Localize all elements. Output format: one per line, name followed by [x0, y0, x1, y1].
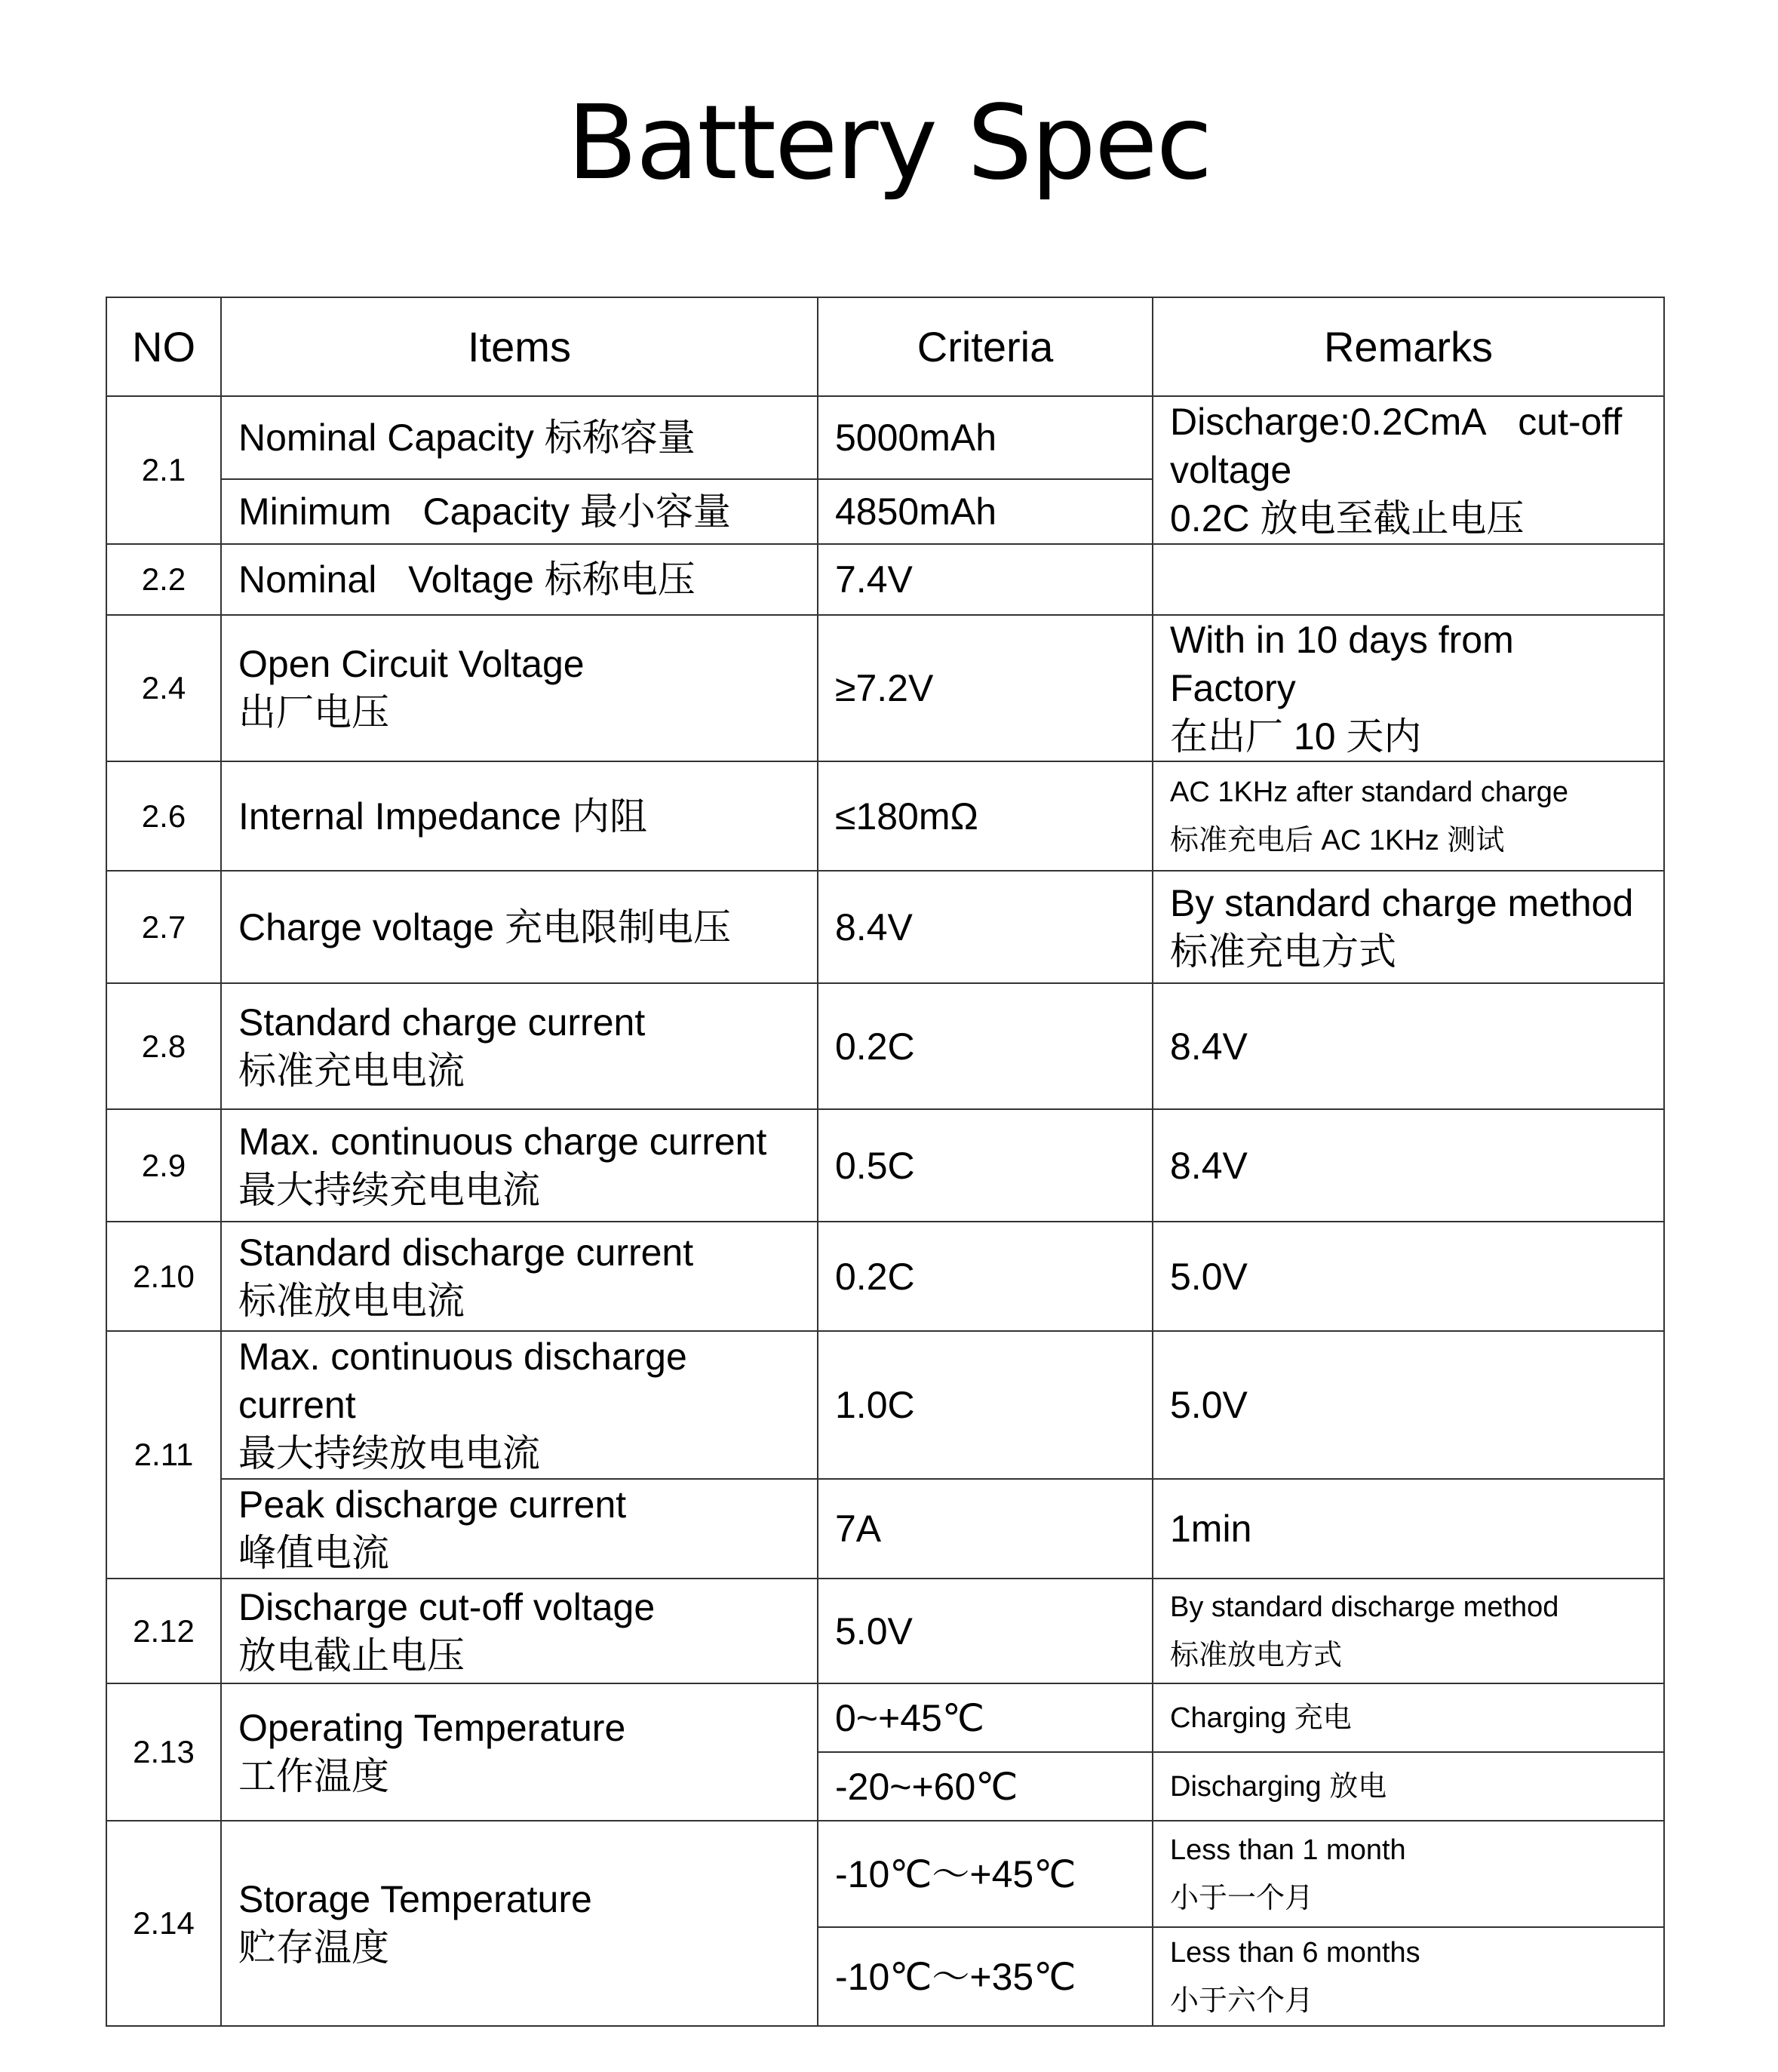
item-line: Discharge cut-off voltage: [238, 1585, 656, 1628]
item-cell: Minimum Capacity 最小容量: [221, 479, 818, 544]
item-line: 标准充电电流: [238, 1049, 465, 1092]
item-line: 最大持续充电电流: [238, 1168, 540, 1211]
remark-line: 小于六个月: [1170, 1984, 1314, 2017]
table-row: [106, 1683, 1664, 1752]
item-cell: Charge voltage 充电限制电压: [221, 871, 818, 983]
item-line: Standard charge current: [238, 1001, 646, 1044]
row-number: 2.2: [106, 544, 221, 615]
table-row: [106, 1821, 1664, 1927]
row-number: 2.14: [106, 1821, 221, 2026]
item-line: Peak discharge current: [238, 1483, 627, 1526]
item-line: Max. continuous charge current: [238, 1120, 767, 1163]
remark-cell: Charging 充电: [1153, 1683, 1664, 1752]
item-cell: [221, 1579, 818, 1683]
row-number: 2.12: [106, 1579, 221, 1683]
remark-cell: [1153, 1579, 1664, 1683]
item-cell: [221, 1331, 818, 1479]
remark-cell: 1min: [1153, 1479, 1664, 1579]
table-row: [106, 1109, 1664, 1222]
table-row: [106, 544, 1664, 615]
header-row: [106, 297, 1664, 396]
remark-cell: [1153, 1821, 1664, 1927]
table-row: [106, 1331, 1664, 1479]
item-line: 出厂电压: [238, 691, 389, 733]
remark-line: 在出厂 10 天内: [1170, 715, 1422, 758]
remark-cell: [1153, 871, 1664, 983]
remark-cell: [1153, 544, 1664, 615]
remark-cell: [1153, 761, 1664, 871]
header-remarks: Remarks: [1153, 297, 1664, 396]
criteria-cell: -10℃～+45℃: [818, 1821, 1153, 1927]
table-row: [106, 1579, 1664, 1683]
row-number: 2.7: [106, 871, 221, 983]
item-cell: [221, 1683, 818, 1821]
item-line: 峰值电流: [238, 1532, 389, 1574]
remark-line: By standard discharge method: [1170, 1591, 1559, 1623]
item-line: Open Circuit Voltage: [238, 643, 585, 685]
table-row: [106, 615, 1664, 761]
criteria-cell: 0~+45℃: [818, 1683, 1153, 1752]
item-cell: [221, 1109, 818, 1222]
criteria-cell: 4850mAh: [818, 479, 1153, 544]
remark-line: 0.2C 放电至截止电压: [1170, 497, 1525, 540]
remark-line: 小于一个月: [1170, 1882, 1314, 1914]
remark-cell: 5.0V: [1153, 1222, 1664, 1331]
item-line: Operating Temperature: [238, 1707, 626, 1749]
criteria-cell: 0.2C: [818, 983, 1153, 1109]
table-row: [106, 396, 1664, 479]
criteria-cell: 8.4V: [818, 871, 1153, 983]
item-cell: Nominal Capacity 标称容量: [221, 396, 818, 479]
header-no: NO: [106, 297, 221, 396]
item-line: Max. continuous discharge current: [238, 1336, 687, 1426]
header-criteria: Criteria: [818, 297, 1153, 396]
item-cell: [221, 615, 818, 761]
criteria-cell: 0.5C: [818, 1109, 1153, 1222]
remark-line: Discharge:0.2CmA cut-off voltage: [1170, 401, 1623, 491]
row-number: 2.10: [106, 1222, 221, 1331]
criteria-cell: 1.0C: [818, 1331, 1153, 1479]
remark-line: By standard charge method: [1170, 881, 1634, 924]
remark-cell: 8.4V: [1153, 1109, 1664, 1222]
remark-line: Less than 1 month: [1170, 1834, 1406, 1866]
remark-cell: Discharging 放电: [1153, 1752, 1664, 1821]
remark-line: 标准放电方式: [1170, 1639, 1343, 1671]
row-number: 2.11: [106, 1331, 221, 1579]
table-row: [106, 761, 1664, 871]
header-items: Items: [221, 297, 818, 396]
row-number: 2.1: [106, 396, 221, 544]
item-line: Standard discharge current: [238, 1231, 694, 1274]
criteria-cell: -10℃～+35℃: [818, 1927, 1153, 2026]
criteria-cell: -20~+60℃: [818, 1752, 1153, 1821]
page-title: Battery Spec: [567, 84, 1211, 203]
criteria-cell: ≤180mΩ: [818, 761, 1153, 871]
item-cell: [221, 1222, 818, 1331]
criteria-cell: ≥7.2V: [818, 615, 1153, 761]
row-number: 2.4: [106, 615, 221, 761]
item-line: 标准放电电流: [238, 1279, 465, 1322]
table-row: [106, 983, 1664, 1109]
row-number: 2.9: [106, 1109, 221, 1222]
item-cell: Nominal Voltage 标称电压: [221, 544, 818, 615]
item-line: 工作温度: [238, 1755, 389, 1797]
item-line: 贮存温度: [238, 1926, 389, 1969]
table-row: [106, 1222, 1664, 1331]
item-line: 放电截止电压: [238, 1634, 465, 1677]
row-number: 2.6: [106, 761, 221, 871]
remark-cell: [1153, 396, 1664, 544]
remark-line: 标准充电后 AC 1KHz 测试: [1170, 824, 1505, 856]
item-cell: [221, 1479, 818, 1579]
criteria-cell: 7.4V: [818, 544, 1153, 615]
criteria-cell: 5.0V: [818, 1579, 1153, 1683]
remark-cell: [1153, 1927, 1664, 2026]
criteria-cell: 7A: [818, 1479, 1153, 1579]
row-number: 2.13: [106, 1683, 221, 1821]
table-row: [106, 871, 1664, 983]
item-line: Storage Temperature: [238, 1878, 592, 1920]
remark-line: With in 10 days from Factory: [1170, 619, 1514, 709]
row-number: 2.8: [106, 983, 221, 1109]
item-line: 最大持续放电电流: [238, 1432, 540, 1474]
criteria-cell: 0.2C: [818, 1222, 1153, 1331]
remark-cell: [1153, 615, 1664, 761]
remark-line: 标准充电方式: [1170, 930, 1396, 973]
item-cell: [221, 1821, 818, 2026]
battery-spec-table: [106, 297, 1665, 2027]
criteria-cell: 5000mAh: [818, 396, 1153, 479]
item-cell: [221, 983, 818, 1109]
table-row: [106, 1479, 1664, 1579]
item-cell: Internal Impedance 内阻: [221, 761, 818, 871]
remark-line: Less than 6 months: [1170, 1936, 1420, 1969]
remark-cell: 5.0V: [1153, 1331, 1664, 1479]
remark-line: AC 1KHz after standard charge: [1170, 776, 1569, 808]
remark-cell: 8.4V: [1153, 983, 1664, 1109]
